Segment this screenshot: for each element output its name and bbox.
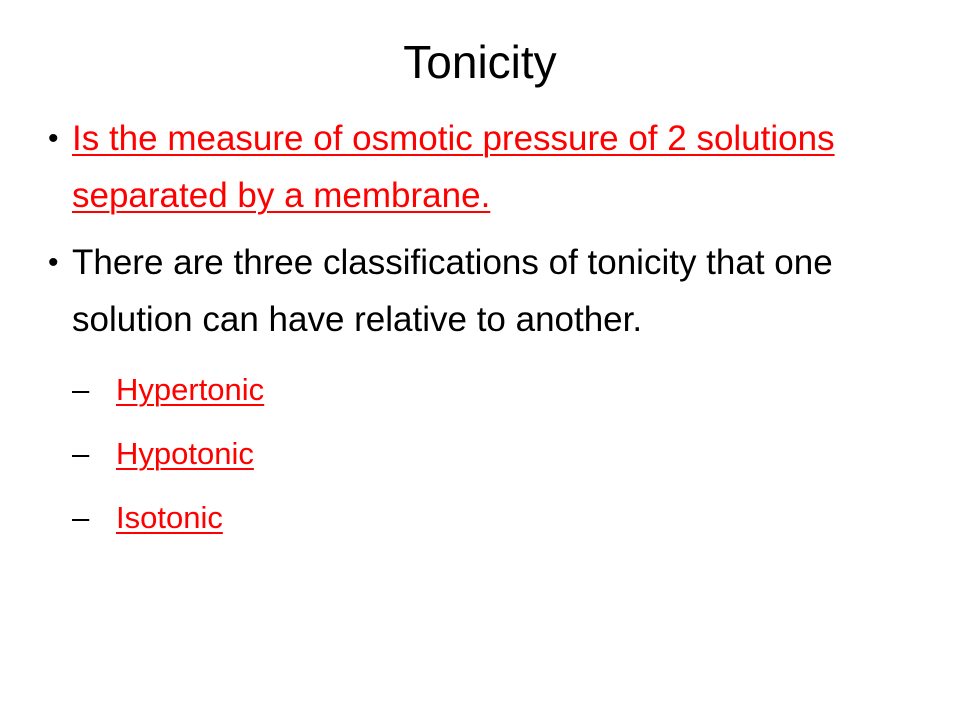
- bullet-marker: •: [48, 122, 59, 155]
- hypertonic-link[interactable]: Hypertonic: [116, 372, 265, 407]
- dash-marker: –: [72, 436, 90, 471]
- sub-bullet-hypertonic: [48, 358, 908, 422]
- slide-title: Tonicity: [403, 36, 557, 88]
- isotonic-link[interactable]: Isotonic: [116, 500, 223, 535]
- dash-marker: –: [72, 500, 90, 535]
- bullet-marker: •: [48, 246, 59, 279]
- sub-bullet-hypotonic: [48, 422, 908, 486]
- bullet-definition: [48, 110, 908, 224]
- hypotonic-link[interactable]: Hypotonic: [116, 436, 254, 471]
- dash-marker: –: [72, 372, 90, 407]
- classifications-text: There are three classifications of tonicity that one solution can have relative to another.: [72, 243, 833, 339]
- sub-bullet-isotonic: [48, 486, 908, 550]
- definition-link[interactable]: Is the measure of osmotic pressure of 2 solutions separated by a membrane.: [72, 119, 835, 215]
- slide-body: [48, 110, 908, 550]
- bullet-classifications: [48, 234, 908, 348]
